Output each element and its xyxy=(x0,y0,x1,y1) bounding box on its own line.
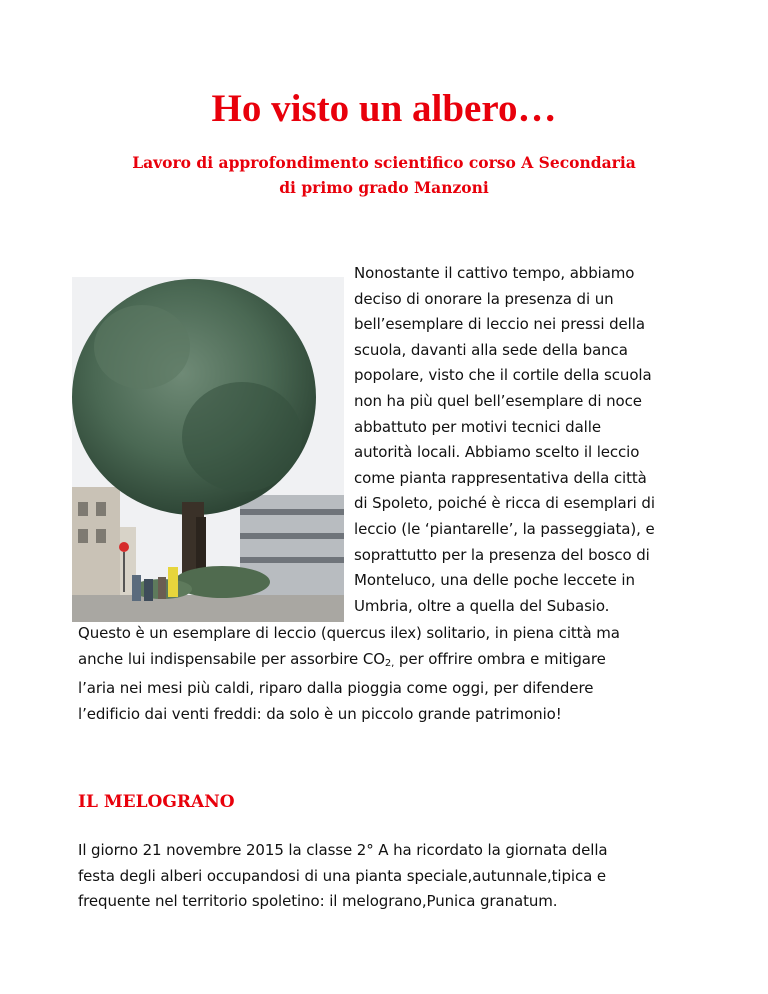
text-line: Monteluco, una delle poche leccete in xyxy=(354,571,635,590)
text-line: popolare, visto che il cortile della scuola xyxy=(354,366,652,385)
text-line xyxy=(78,647,698,677)
text-line: festa degli alberi occupandosi di una pianta speciale,autunnale,tipica e xyxy=(78,866,607,885)
text-fragment: per offrire ombra e mitigare xyxy=(394,649,606,668)
document-subtitle xyxy=(60,150,708,200)
text-line: Nonostante il cattivo tempo, abbiamo xyxy=(354,264,635,282)
text-line: non ha più quel bell’esemplare di noce xyxy=(354,391,642,410)
intro-paragraph xyxy=(354,261,714,619)
text-line: autorità locali. Abbiamo scelto il leccio xyxy=(354,443,640,462)
intro-paragraph-continued xyxy=(78,621,698,727)
text-line: bell’esemplare di leccio nei pressi della xyxy=(354,315,645,334)
text-fragment: anche lui indispensabile per assorbire CO xyxy=(78,649,385,668)
text-line: di Spoleto, poiché è ricca di esemplari di xyxy=(354,494,655,513)
subtitle-line: Lavoro di approfondimento scientifico corso A Secondaria xyxy=(132,153,636,172)
section-heading: IL MELOGRANO xyxy=(78,792,235,812)
text-line: Umbria, oltre a quella del Subasio. xyxy=(354,596,610,615)
text-line: l’edificio dai venti freddi: da solo è un piccolo grande patrimonio! xyxy=(78,704,562,723)
text-line: leccio (le ‘piantarelle’, la passeggiata), e xyxy=(354,519,655,538)
text-line: soprattutto per la presenza del bosco di xyxy=(354,545,650,564)
holm-oak-photo xyxy=(72,277,344,622)
text-line: l’aria nei mesi più caldi, riparo dalla pioggia come oggi, per difendere xyxy=(78,679,594,698)
section-paragraph xyxy=(78,838,698,915)
text-line: come pianta rappresentativa della città xyxy=(354,468,647,487)
text-line: abbattuto per motivi tecnici dalle xyxy=(354,417,601,436)
text-line: Questo è un esemplare di leccio (quercus ilex) solitario, in piena città ma xyxy=(78,624,620,642)
co2-subscript: 2, xyxy=(384,657,395,669)
subtitle-line: di primo grado Manzoni xyxy=(279,178,489,197)
text-line: deciso di onorare la presenza di un xyxy=(354,289,614,308)
text-line: frequente nel territorio spoletino: il melograno,Punica granatum. xyxy=(78,892,558,911)
document-title: Ho visto un albero… xyxy=(211,87,557,130)
text-line: scuola, davanti alla sede della banca xyxy=(354,340,628,359)
text-line: Il giorno 21 novembre 2015 la classe 2° A ha ricordato la giornata della xyxy=(78,841,608,859)
